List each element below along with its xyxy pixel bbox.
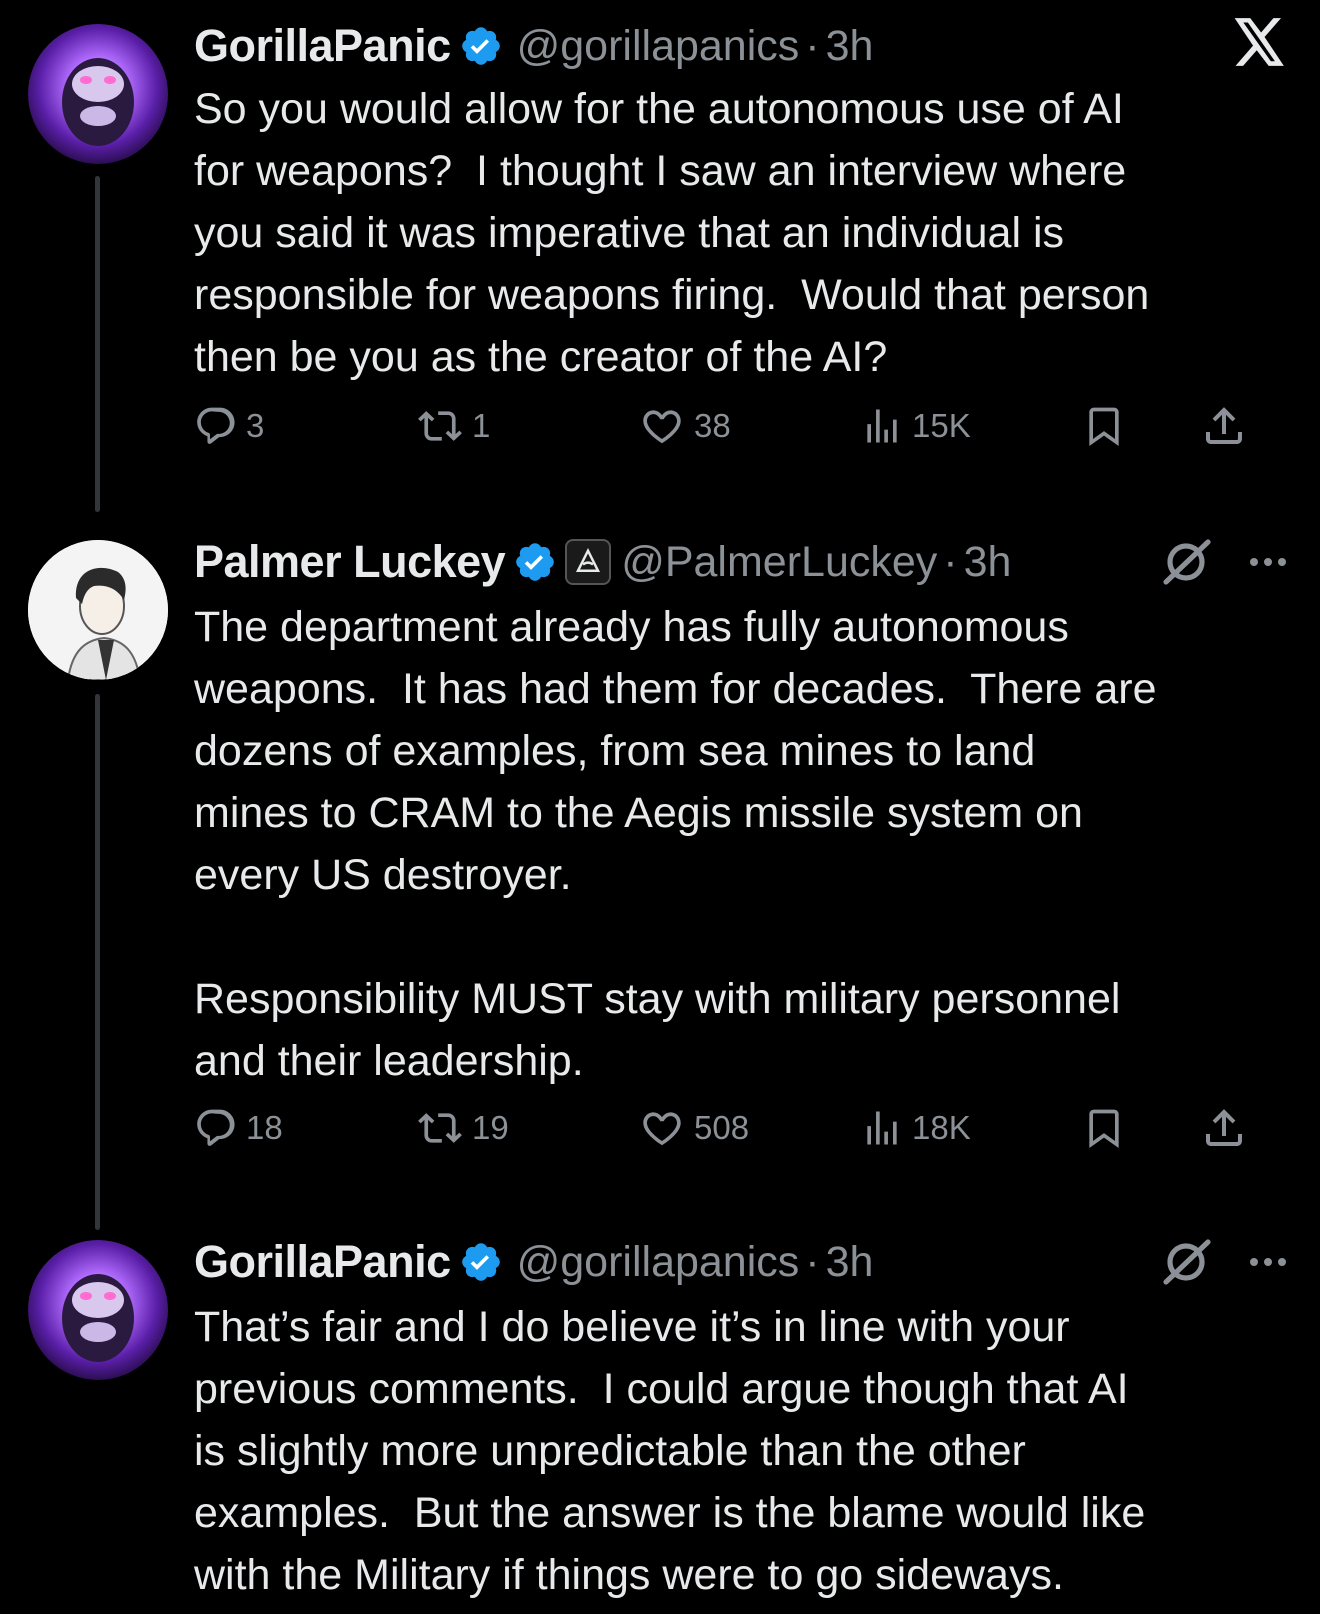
bookmark-button[interactable] <box>1082 404 1126 448</box>
action-bar <box>194 1098 1304 1158</box>
verified-badge-icon <box>513 540 557 584</box>
avatar[interactable] <box>28 540 168 680</box>
display-name[interactable]: GorillaPanic <box>194 1236 451 1287</box>
share-button[interactable] <box>1200 402 1248 450</box>
share-button[interactable] <box>1200 1104 1248 1152</box>
like-button[interactable] <box>638 404 731 448</box>
handle[interactable]: @gorillapanics <box>516 1237 800 1286</box>
repost-button[interactable] <box>416 404 490 448</box>
views-button[interactable] <box>860 404 971 448</box>
tweet-text: The department already has fully autonomous weapons. It has had them for decades. There are dozens of examples, from sea mines to land mines to CRAM to the Aegis missile system on every US destroyer. Responsibility MUST stay with military personnel and their leadership. <box>194 603 1157 1085</box>
repost-count: 19 <box>472 1109 509 1146</box>
bookmark-icon <box>1082 1106 1126 1150</box>
bookmark-button[interactable] <box>1082 1106 1126 1150</box>
tweet-header <box>194 1232 873 1292</box>
reply-icon <box>194 1106 238 1150</box>
views-count: 15K <box>912 407 971 444</box>
handle[interactable]: @gorillapanics <box>516 21 800 70</box>
separator-dot: · <box>943 537 958 586</box>
reply-count: 3 <box>246 407 265 444</box>
like-count: 38 <box>694 407 731 444</box>
avatar[interactable] <box>28 24 168 164</box>
separator-dot: · <box>805 1237 820 1286</box>
separator-dot: · <box>805 21 820 70</box>
reply-button[interactable] <box>194 1106 283 1150</box>
tweet-text: That’s fair and I do believe it’s in line with your previous comments. I could argue though that AI is slightly more unpredictable than the other examples. But the answer is the blame would like with the Military if things were to go sideways. <box>194 1303 1146 1599</box>
avatar[interactable] <box>28 1240 168 1380</box>
reply-button[interactable] <box>194 404 264 448</box>
more-icon[interactable] <box>1246 1248 1290 1283</box>
handle[interactable]: @PalmerLuckey <box>621 537 938 586</box>
reply-icon <box>194 404 238 448</box>
display-name[interactable]: Palmer Luckey <box>194 536 506 587</box>
timestamp[interactable]: 3h <box>963 537 1012 586</box>
timestamp[interactable]: 3h <box>825 1237 874 1286</box>
bookmark-icon <box>1082 404 1126 448</box>
verified-badge-icon <box>459 24 503 68</box>
tweet-header <box>194 532 1011 592</box>
tweet-text: So you would allow for the autonomous use of AI for weapons? I thought I saw an interview where you said it was imperative that an individual is responsible for weapons firing. Would that person then be you as the creator of the AI? <box>194 85 1150 381</box>
timestamp[interactable]: 3h <box>825 21 874 70</box>
views-icon <box>860 404 904 448</box>
thread-line <box>95 176 100 512</box>
views-button[interactable] <box>860 1106 971 1150</box>
x-logo-icon[interactable] <box>1234 18 1286 71</box>
tweet-header <box>194 16 873 76</box>
repost-icon <box>416 1106 464 1150</box>
verified-badge-icon <box>459 1240 503 1284</box>
action-bar <box>194 396 1304 456</box>
affiliate-badge-icon[interactable] <box>565 539 611 585</box>
grok-icon[interactable] <box>1160 538 1212 591</box>
like-icon <box>638 1106 686 1150</box>
reply-count: 18 <box>246 1109 283 1146</box>
share-icon <box>1200 402 1248 450</box>
views-icon <box>860 1106 904 1150</box>
views-count: 18K <box>912 1109 971 1146</box>
repost-button[interactable] <box>416 1106 509 1150</box>
like-button[interactable] <box>638 1106 749 1150</box>
repost-icon <box>416 404 464 448</box>
thread-line <box>95 694 100 1230</box>
more-icon[interactable] <box>1246 548 1290 583</box>
repost-count: 1 <box>472 407 491 444</box>
grok-icon[interactable] <box>1160 1238 1212 1291</box>
like-icon <box>638 404 686 448</box>
display-name[interactable]: GorillaPanic <box>194 20 451 71</box>
share-icon <box>1200 1104 1248 1152</box>
like-count: 508 <box>694 1109 750 1146</box>
